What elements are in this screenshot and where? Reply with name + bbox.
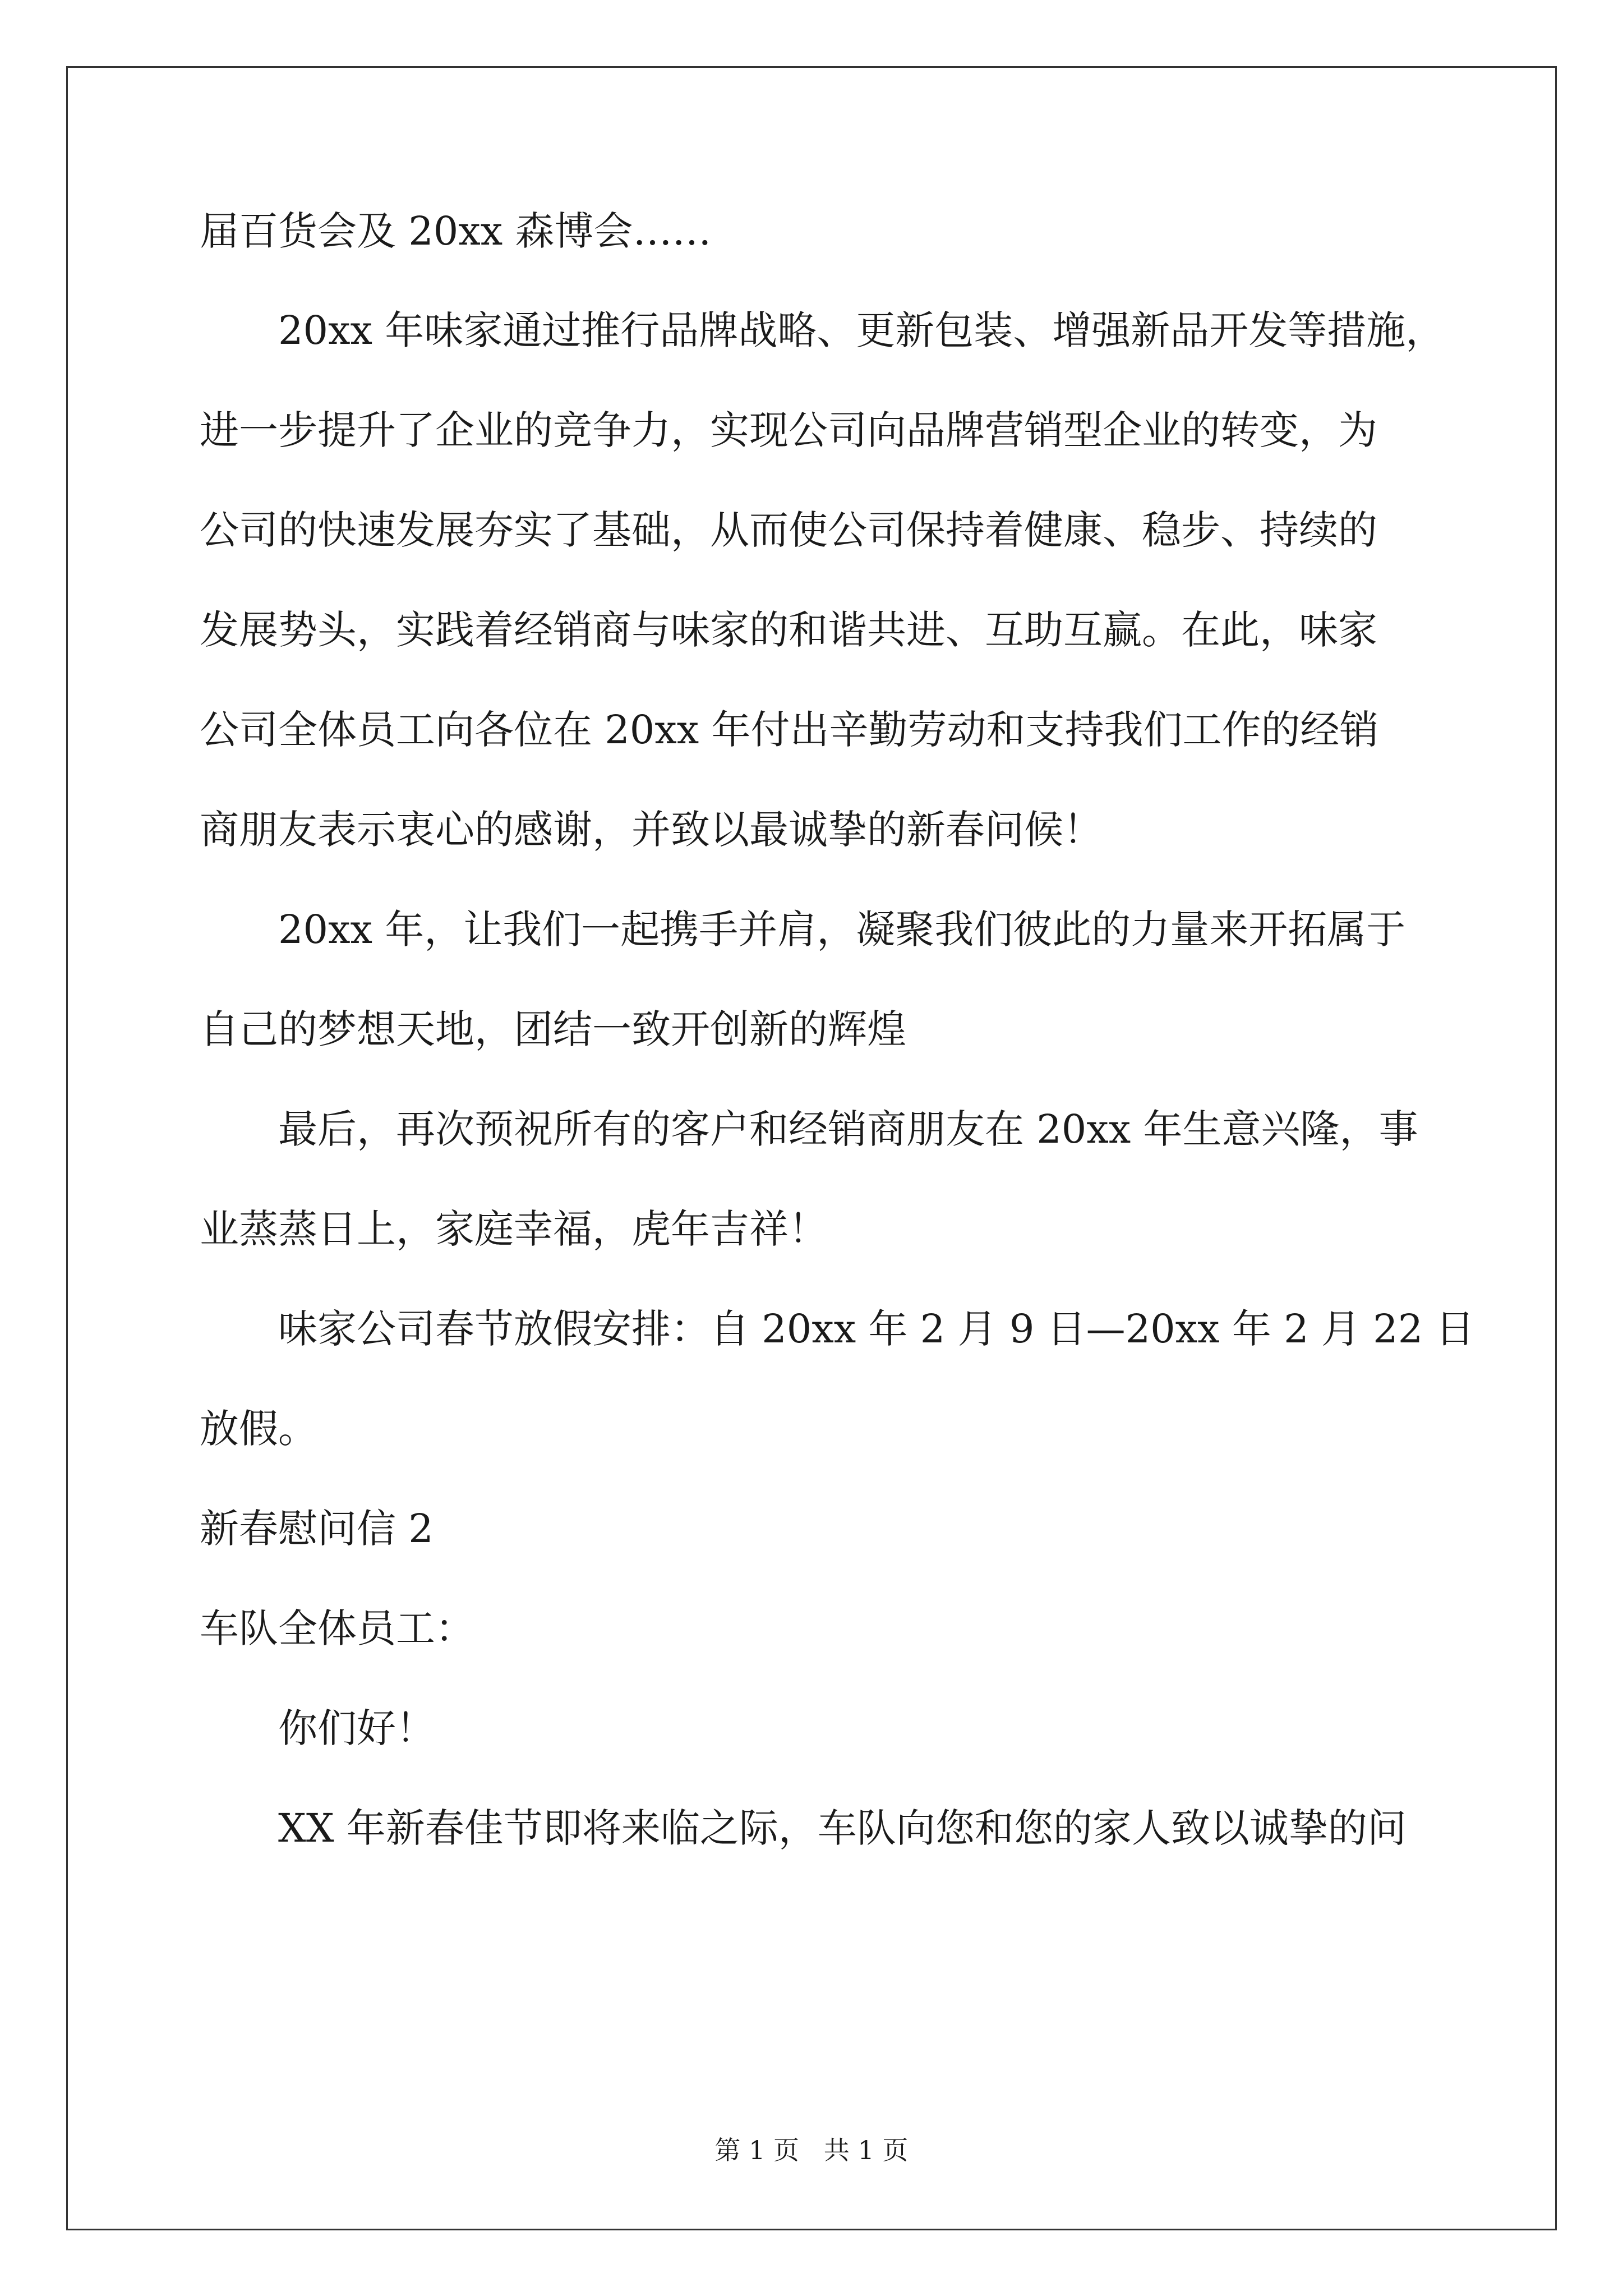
paragraph-first-line: 味家公司春节放假安排：自 20xx 年 2 月 9 日—20xx 年 2 月 22 日 <box>278 1306 1475 1352</box>
section-heading: 新春慰问信 2 <box>200 1506 434 1552</box>
text-line: 放假。 <box>200 1406 317 1452</box>
text-line: 自己的梦想天地，团结一致开创新的辉煌 <box>200 1006 906 1052</box>
greeting: 你们好！ <box>278 1705 435 1751</box>
page-footer: 第 1 页 共 1 页 <box>714 2135 909 2165</box>
text-line: 进一步提升了企业的竞争力，实现公司向品牌营销型企业的转变，为 <box>200 407 1377 453</box>
text-line: 公司全体员工向各位在 20xx 年付出辛勤劳动和支持我们工作的经销 <box>200 707 1379 753</box>
paragraph-first-line: 20xx 年味家通过推行品牌战略、更新包装、增强新品开发等措施， <box>278 307 1445 353</box>
text-line: 发展势头，实践着经销商与味家的和谐共进、互助互赢。在此，味家 <box>200 607 1377 653</box>
text-line: 商朋友表示衷心的感谢，并致以最诚挚的新春问候！ <box>200 807 1103 853</box>
salutation: 车队全体员工： <box>200 1605 474 1651</box>
text-line: 公司的快速发展夯实了基础，从而使公司保持着健康、稳步、持续的 <box>200 507 1377 553</box>
text-line: 业蒸蒸日上，家庭幸福，虎年吉祥！ <box>200 1206 828 1252</box>
paragraph-first-line: XX 年新春佳节即将来临之际，车队向您和您的家人致以诚挚的问 <box>278 1805 1407 1851</box>
text-line: 届百货会及 20xx 森博会…… <box>200 208 712 254</box>
paragraph-first-line: 20xx 年，让我们一起携手并肩，凝聚我们彼此的力量来开拓属于 <box>278 907 1406 953</box>
paragraph-first-line: 最后，再次预祝所有的客户和经销商朋友在 20xx 年生意兴隆，事 <box>278 1106 1418 1152</box>
